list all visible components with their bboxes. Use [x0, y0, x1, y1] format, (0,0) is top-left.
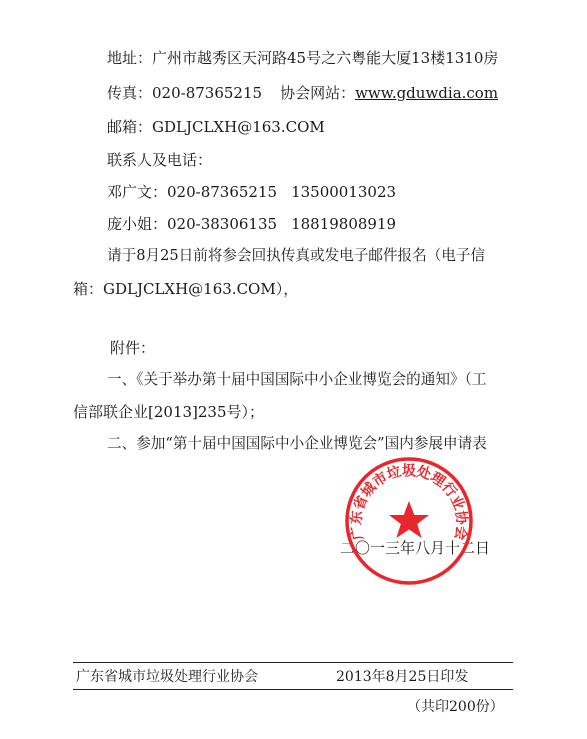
contact-2-name: 庞小姐： — [107, 215, 168, 233]
footer-organization: 广东省城市垃圾处理行业协会 — [76, 669, 258, 685]
reply-instruction-line-1: 请于8月25日前将参会回执传真或发电子邮件报名（电子信 — [107, 247, 486, 264]
contact-2-mobile: 18819808919 — [291, 215, 397, 233]
attachment-1-line-2: 信部联企业[2013]235号）； — [73, 403, 265, 421]
website-link[interactable]: www.gduwdia.com — [355, 84, 499, 102]
contact-1-name: 邓广文： — [107, 183, 168, 201]
footer-copies: （共印200份） — [407, 699, 504, 715]
fax-label: 传真： — [107, 84, 153, 102]
contacts-heading: 联系人及电话： — [107, 151, 213, 169]
seal-star-icon — [389, 501, 429, 538]
contact-2-phone: 020-38306135 — [167, 215, 278, 233]
address-label: 地址： — [107, 49, 153, 67]
signature-date: 二〇一三年八月十二日 — [340, 539, 491, 557]
website-label: 协会网站： — [280, 84, 356, 102]
fax-value: 020-87365215 — [152, 84, 263, 102]
attachments-heading: 附件： — [110, 339, 156, 357]
contact-1-mobile: 13500013023 — [291, 183, 397, 201]
email-row — [107, 117, 325, 137]
footer-top-rule — [73, 662, 513, 663]
seal-text: 广东省城市垃圾处理行业协会 — [348, 463, 470, 542]
address-row — [107, 48, 498, 68]
email-label: 邮箱： — [107, 118, 153, 136]
attachment-2: 二、参加“第十届中国国际中小企业博览会”国内参展申请表 — [107, 435, 487, 452]
email-value: GDLJCLXH@163.COM — [152, 118, 325, 136]
footer-print-date: 2013年8月25日印发 — [336, 669, 469, 685]
footer-bottom-rule — [73, 689, 513, 690]
reply-instruction-line-2: 箱：GDLJCLXH@163.COM）， — [73, 280, 299, 298]
contact-person-1 — [107, 182, 396, 202]
contact-1-phone: 020-87365215 — [167, 183, 278, 201]
official-seal — [343, 455, 475, 587]
fax-website-row — [107, 83, 498, 103]
attachment-1-line-1: 一、《关于举办第十届中国国际中小企业博览会的通知》（工 — [107, 371, 487, 388]
contact-person-2 — [107, 214, 396, 234]
address-value: 广州市越秀区天河路45号之六粤能大厦13楼1310房 — [152, 49, 499, 67]
